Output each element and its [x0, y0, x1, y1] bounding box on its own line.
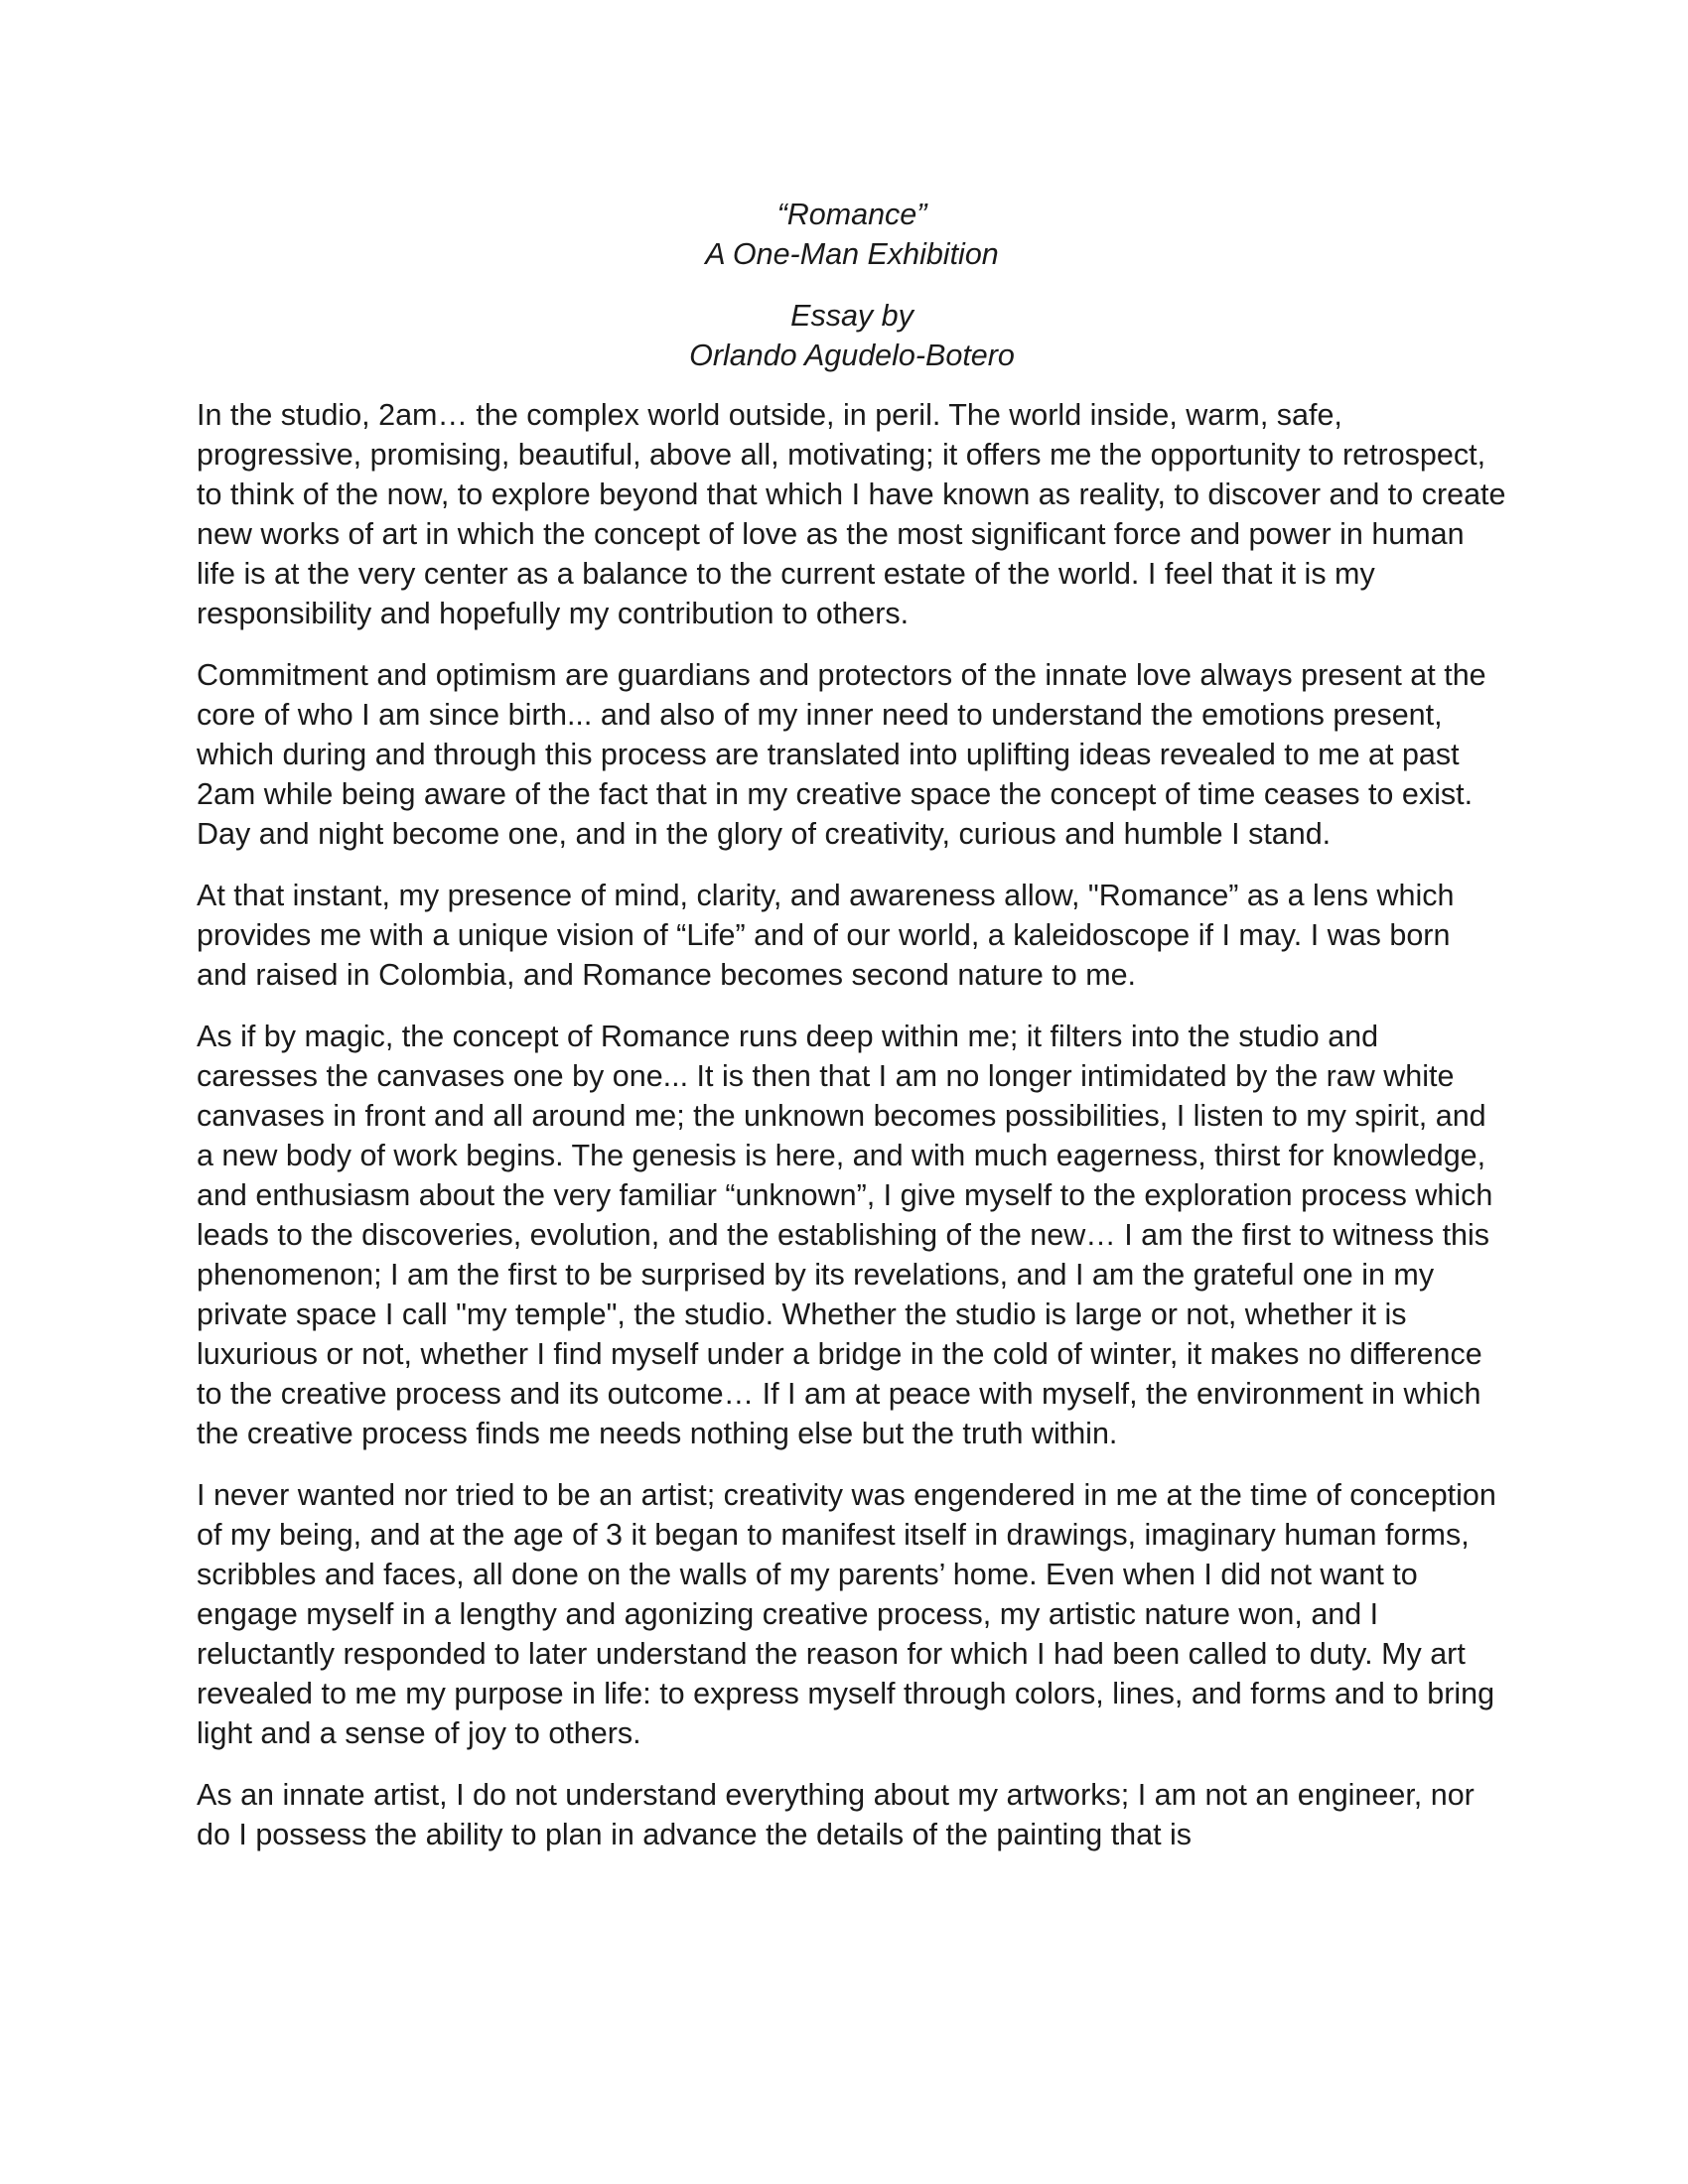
document-page	[197, 195, 1507, 1876]
paragraph: As an innate artist, I do not understand everything about my artworks; I am not an engineer, nor do I possess the ability to plan in advance the details of the painting that is	[197, 1778, 1475, 1851]
paragraph: As if by magic, the concept of Romance runs deep within me; it filters into the studio and caresses the canvases one by one... It is then that I am no longer intimidated by the raw white canvases in front and all around me; the unknown becomes possibilities, I listen to my spirit, and a new body of work begins. The genesis is here, and with much eagerness, thirst for knowledge, and enthusiasm about the very familiar “unknown”, I give myself to the exploration process which leads to the discoveries, evolution, and the establishing of the new… I am the first to witness this phenomenon; I am the first to be surprised by its revelations, and I am the grateful one in my private space I call "my temple", the studio. Whether the studio is large or not, whether it is luxurious or not, whether I find myself under a bridge in the cold of winter, it makes no difference to the creative process and its outcome… If I am at peace with myself, the environment in which the creative process finds me needs nothing else but the truth within.	[197, 1020, 1493, 1450]
paragraph: At that instant, my presence of mind, clarity, and awareness allow, "Romance” as a lens which provides me with a unique vision of “Life” and of our world, a kaleidoscope if I may. I was born and raised in Colombia, and Romance becomes second nature to me.	[197, 879, 1455, 992]
exhibition-title: “Romance”	[776, 198, 927, 231]
byline-block	[197, 296, 1507, 375]
author-name: Orlando Agudelo-Botero	[689, 339, 1015, 372]
exhibition-subtitle: A One-Man Exhibition	[705, 237, 999, 271]
paragraph: In the studio, 2am… the complex world outside, in peril. The world inside, warm, safe, progressive, promising, beautiful, above all, motivating; it offers me the opportunity to retrospect, to think of the now, to explore beyond that which I have known as reality, to discover and to create new works of art in which the concept of love as the most significant force and power in human life is at the very center as a balance to the current estate of the world. I feel that it is my responsibility and hopefully my contribution to others.	[197, 398, 1506, 630]
title-block	[197, 195, 1507, 274]
paragraph: Commitment and optimism are guardians and protectors of the innate love always present at the core of who I am since birth... and also of my inner need to understand the emotions present, which during and through this process are translated into uplifting ideas revealed to me at past 2am while being aware of the fact that in my creative space the concept of time ceases to exist. Day and night become one, and in the glory of creativity, curious and humble I stand.	[197, 658, 1486, 851]
paragraph: I never wanted nor tried to be an artist; creativity was engendered in me at the time of conception of my being, and at the age of 3 it began to manifest itself in drawings, imaginary human forms, scribbles and faces, all done on the walls of my parents’ home. Even when I did not want to engage myself in a lengthy and agonizing creative process, my artistic nature won, and I reluctantly responded to later understand the reason for which I had been called to duty. My art revealed to me my purpose in life: to express myself through colors, lines, and forms and to bring light and a sense of joy to others.	[197, 1478, 1496, 1750]
byline-label: Essay by	[790, 299, 914, 333]
essay-body	[197, 395, 1507, 1854]
document-heading	[197, 195, 1507, 375]
